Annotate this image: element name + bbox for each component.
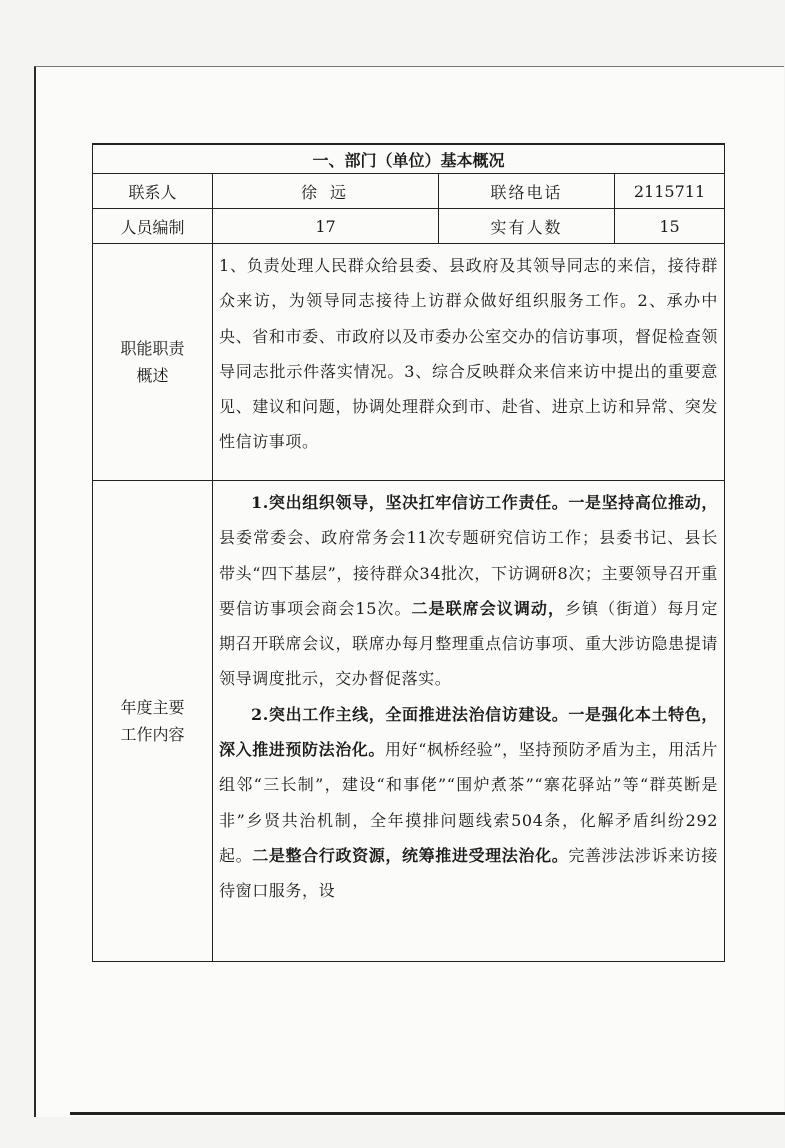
annual-work-row: [93, 481, 725, 962]
staff-row: [93, 209, 725, 244]
annual-work-label-line2: 工作内容: [120, 725, 185, 744]
annual-work-label-line1: 年度主要: [120, 698, 185, 717]
contact-value: 徐 远: [213, 174, 439, 209]
duties-label-line2: 概述: [136, 366, 169, 385]
phone-label: 联络电话: [439, 174, 615, 209]
staff-actual-value: 15: [615, 209, 725, 244]
p2-bold-a: 2.突出工作主线，全面推进法治信访建设。一是强化本土特色，深入推进预防法治化。: [219, 704, 719, 760]
p1-bold-b: 二是联席会议调动，: [411, 598, 565, 618]
duties-label: [93, 244, 213, 481]
p2-text-a: 用好“枫桥经验”，坚持预防矛盾为主，用活片组邻“三长制”，建设“和事佬”“围炉煮茶”“寨花驿站”等“群英断是非”乡贤共治机制，全年摸排问题线索504条，化解矛盾纠纷292起。: [219, 740, 719, 865]
annual-work-paragraph-1: [219, 485, 718, 697]
contact-label: 联系人: [93, 174, 213, 209]
duties-row: [93, 244, 725, 481]
annual-work-content: [213, 481, 725, 962]
duties-text: 1、负责处理人民群众给县委、县政府及其领导同志的来信，接待群众来访，为领导同志接待上访群众做好组织服务工作。2、承办中央、省和市委、市政府以及市委办公室交办的信访事项，督促检查领导同志批示件落实情况。3、综合反映群众来信来访中提出的重要意见、建议和问题，协调处理群众到市、赴省、进京上访和异常、突发性信访事项。: [219, 256, 719, 452]
annual-work-paragraph-2: [219, 697, 718, 909]
staff-actual-label: 实有人数: [439, 209, 615, 244]
p1-text-a: 县委常委会、政府常务会11次专题研究信访工作；县委书记、县长带头“四下基层”，接待群众34批次，下访调研8次；主要领导召开重要信访事项会商会15次。: [219, 528, 719, 618]
table-title-row: [93, 144, 725, 174]
contact-row: [93, 174, 725, 209]
staff-quota-label: 人员编制: [93, 209, 213, 244]
phone-value: 2115711: [615, 174, 725, 209]
page-bottom-rule: [70, 1112, 785, 1115]
p1-bold-a: 1.突出组织领导，坚决扛牢信访工作责任。一是坚持高位推动，: [251, 493, 719, 512]
department-overview-table: [92, 143, 725, 962]
p1-text-b: 乡镇（街道）每月定期召开联席会议，联席办每月整理重点信访事项、重大涉访隐患提请领导调度批示，交办督促落实。: [219, 598, 719, 689]
p2-text-b: 完善涉法涉诉来访接待窗口服务，设: [219, 845, 719, 901]
staff-quota-value: 17: [213, 209, 439, 244]
p2-bold-b: 二是整合行政资源，统筹推进受理法治化。: [252, 845, 569, 865]
duties-content: [213, 244, 725, 481]
duties-label-line1: 职能职责: [120, 339, 185, 358]
annual-work-label: [93, 481, 213, 962]
section-title: 一、部门（单位）基本概况: [93, 144, 725, 174]
